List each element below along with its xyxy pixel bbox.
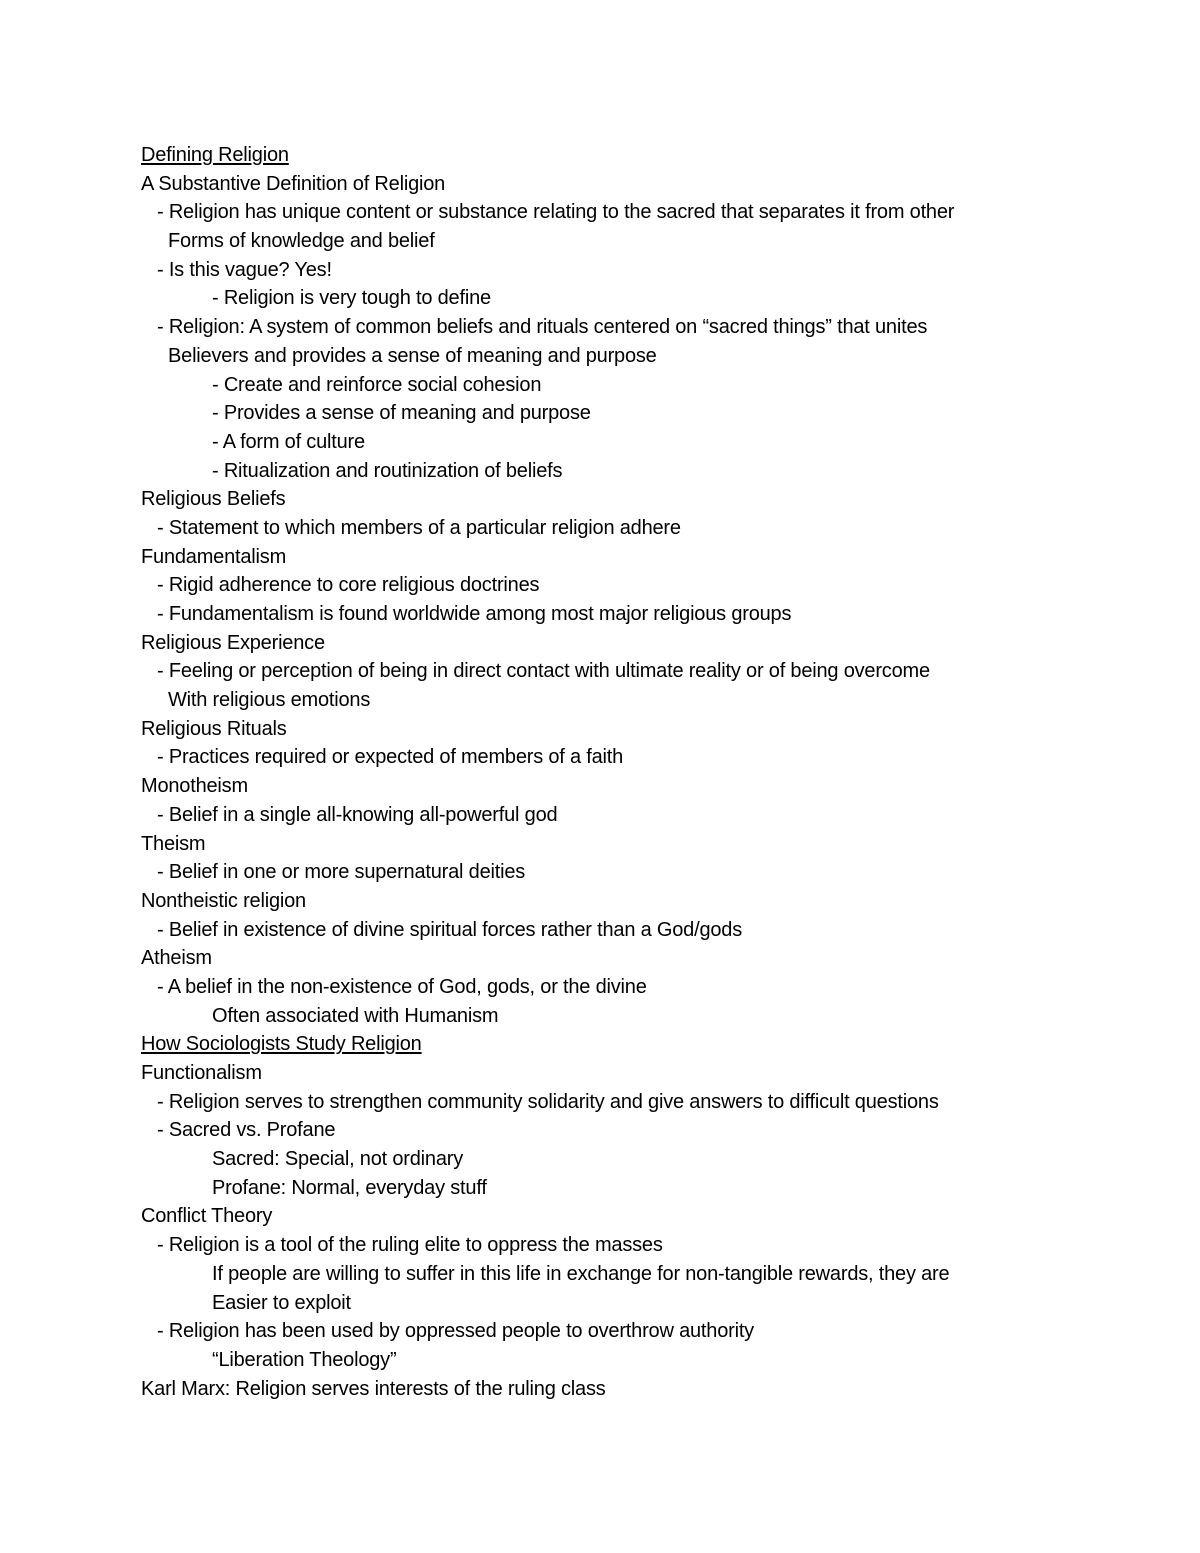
bullet-item: - A belief in the non-existence of God, gods, or the divine xyxy=(157,975,647,998)
topic-heading: Conflict Theory xyxy=(141,1205,273,1228)
topic-heading: Religious Rituals xyxy=(141,717,287,740)
topic-heading: Monotheism xyxy=(141,775,248,798)
bullet-item: - Feeling or perception of being in direct contact with ultimate reality or of being overcome xyxy=(157,660,930,683)
topic-heading: Fundamentalism xyxy=(141,545,287,568)
topic-heading: Functionalism xyxy=(141,1062,262,1084)
note-text: If people are willing to suffer in this life in exchange for non-tangible rewards, they are xyxy=(212,1262,950,1285)
bullet-item: - Is this vague? Yes! xyxy=(157,258,332,281)
bullet-item: - Religion has unique content or substance relating to the sacred that separates it from other xyxy=(157,201,955,224)
sub-bullet-item: - Ritualization and routinization of beliefs xyxy=(212,459,563,482)
bullet-item: - Fundamentalism is found worldwide among most major religious groups xyxy=(157,603,792,625)
sub-bullet-item: - Create and reinforce social cohesion xyxy=(212,373,542,396)
bullet-item: - Practices required or expected of members of a faith xyxy=(157,746,624,769)
topic-heading: Atheism xyxy=(141,947,212,970)
topic-heading: A Substantive Definition of Religion xyxy=(141,172,446,195)
bullet-item: - Religion is a tool of the ruling elite to oppress the masses xyxy=(157,1234,663,1257)
topic-heading: Religious Experience xyxy=(141,631,325,654)
bullet-item: - Belief in one or more supernatural deities xyxy=(157,861,526,884)
note-text: Profane: Normal, everyday stuff xyxy=(212,1176,487,1199)
topic-heading: Theism xyxy=(141,832,206,855)
bullet-item: - Religion serves to strengthen community solidarity and give answers to difficult questions xyxy=(157,1090,939,1113)
section-heading: How Sociologists Study Religion xyxy=(141,1033,422,1056)
bullet-item: - Religion: A system of common beliefs and rituals centered on “sacred things” that unites xyxy=(157,316,928,339)
bullet-continuation: Believers and provides a sense of meaning and purpose xyxy=(168,344,657,367)
bullet-item: - Belief in existence of divine spiritual forces rather than a God/gods xyxy=(157,918,743,941)
topic-heading: Karl Marx: Religion serves interests of the ruling class xyxy=(141,1377,606,1400)
note-text: Easier to exploit xyxy=(212,1291,351,1314)
bullet-continuation: Forms of knowledge and belief xyxy=(168,230,435,253)
sub-bullet-item: - A form of culture xyxy=(212,430,365,453)
topic-heading: Nontheistic religion xyxy=(141,889,306,912)
bullet-item: - Religion has been used by oppressed people to overthrow authority xyxy=(157,1320,754,1343)
document-page xyxy=(141,141,1160,1403)
note-text: Often associated with Humanism xyxy=(212,1004,499,1027)
bullet-item: - Belief in a single all-knowing all-powerful god xyxy=(157,803,558,826)
bullet-item: - Rigid adherence to core religious doctrines xyxy=(157,574,540,597)
topic-heading: Religious Beliefs xyxy=(141,488,286,511)
sub-bullet-item: - Religion is very tough to define xyxy=(212,287,491,310)
note-text: “Liberation Theology” xyxy=(212,1348,397,1371)
bullet-item: - Statement to which members of a particular religion adhere xyxy=(157,516,681,539)
section-heading: Defining Religion xyxy=(141,144,289,166)
note-text: Sacred: Special, not ordinary xyxy=(212,1148,464,1171)
bullet-item: - Sacred vs. Profane xyxy=(157,1119,336,1142)
bullet-continuation: With religious emotions xyxy=(168,689,371,712)
sub-bullet-item: - Provides a sense of meaning and purpose xyxy=(212,402,591,425)
